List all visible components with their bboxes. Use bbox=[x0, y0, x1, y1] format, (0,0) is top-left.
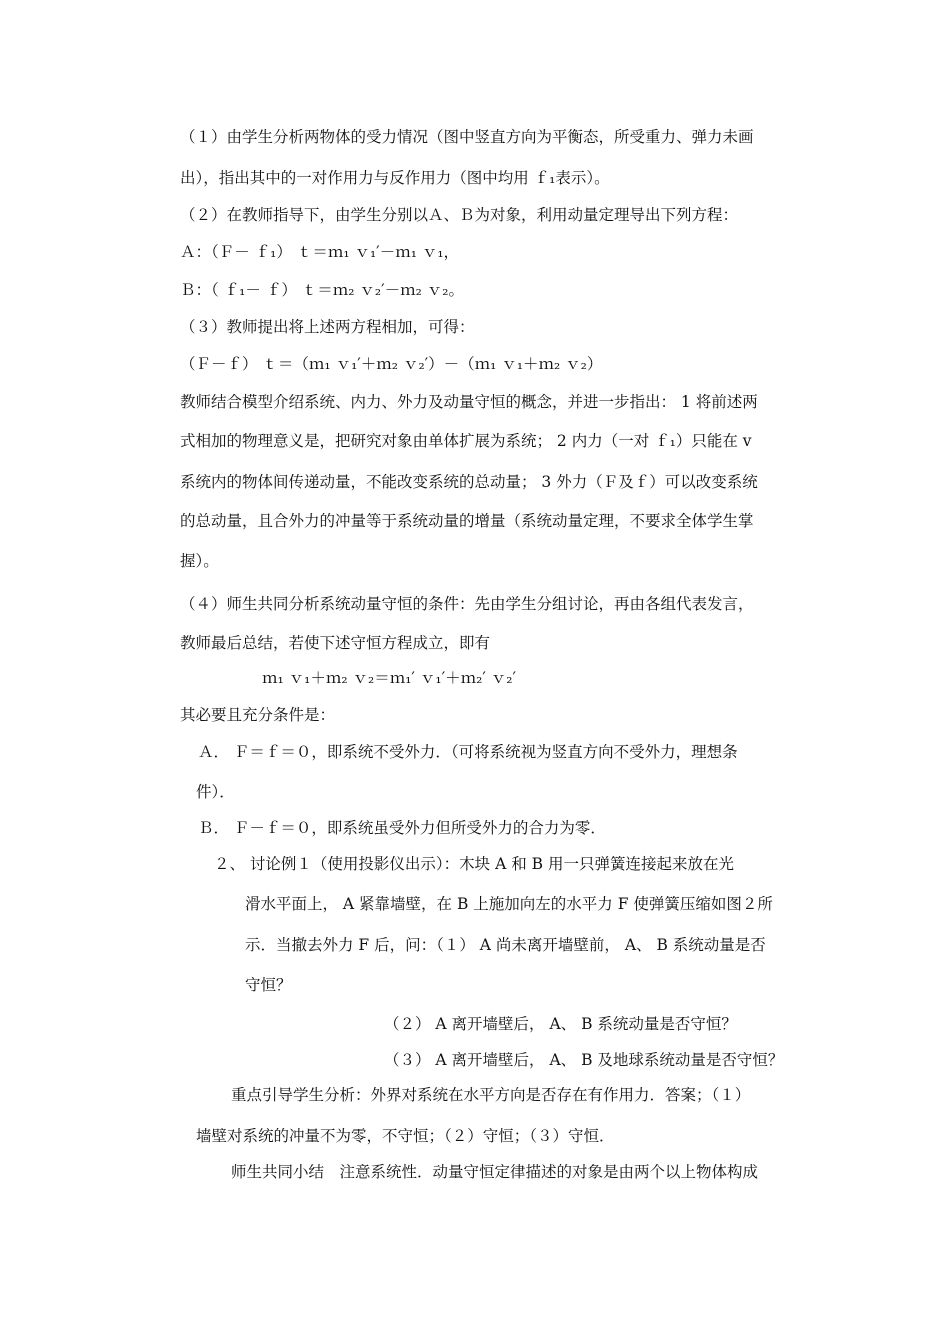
text-line: 墙壁对系统的冲量不为零，不守恒；（２）守恒；（３）守恒． bbox=[196, 1127, 615, 1145]
equation-line: ｍ₁ ｖ₁＋ｍ₂ ｖ₂＝ｍ₁′ ｖ₁′＋ｍ₂′ ｖ₂′ bbox=[262, 669, 516, 687]
equation-line: Ａ：（Ｆ－ ｆ₁） ｔ＝ｍ₁ ｖ₁′－ｍ₁ ｖ₁， bbox=[180, 243, 460, 261]
equation-line: （Ｆ－ｆ） ｔ＝（ｍ₁ ｖ₁′＋ｍ₂ ｖ₂′）－（ｍ₁ ｖ₁＋ｍ₂ ｖ₂） bbox=[180, 355, 603, 373]
text-line: 件）． bbox=[196, 783, 235, 801]
text-line: ２、 讨论例１（使用投影仪出示）：木块 A 和 B 用一只弹簧连接起来放在光 bbox=[214, 855, 734, 873]
text-line: 教师结合模型介绍系统、内力、外力及动量守恒的概念，并进一步指出： 1 将前述两 bbox=[180, 393, 758, 411]
text-line: （３）教师提出将上述两方程相加，可得： bbox=[180, 318, 475, 336]
text-line: 握）。 bbox=[180, 552, 219, 570]
text-line: （２） A 离开墙壁后， A、 B 系统动量是否守恒？ bbox=[384, 1015, 737, 1033]
text-line: Ａ． Ｆ＝ｆ＝０，即系统不受外力．（可将系统视为竖直方向不受外力，理想条 bbox=[198, 743, 738, 761]
text-line: （１）由学生分析两物体的受力情况（图中竖直方向为平衡态，所受重力、弹力未画 bbox=[180, 128, 754, 146]
equation-line: Ｂ：（ ｆ₁－ ｆ） ｔ＝ｍ₂ ｖ₂′－ｍ₂ ｖ₂。 bbox=[180, 281, 464, 299]
text-line: 重点引导学生分析：外界对系统在水平方向是否存在有作用力．答案；（１） bbox=[231, 1086, 751, 1104]
text-line: 守恒？ bbox=[245, 976, 292, 994]
text-line: 教师最后总结，若使下述守恒方程成立，即有 bbox=[180, 634, 491, 652]
text-line: 出），指出其中的一对作用力与反作用力（图中均用 ｆ₁表示）。 bbox=[180, 169, 610, 187]
text-line: 其必要且充分条件是： bbox=[180, 706, 336, 724]
text-line: 系统内的物体间传递动量，不能改变系统的总动量； 3 外力（Ｆ及ｆ）可以改变系统 bbox=[180, 473, 758, 491]
text-line: 式相加的物理意义是，把研究对象由单体扩展为系统； 2 内力（一对 ｆ₁）只能在 v bbox=[180, 432, 752, 450]
text-line: （３） A 离开墙壁后， A、 B 及地球系统动量是否守恒？ bbox=[384, 1051, 784, 1069]
text-line: （４）师生共同分析系统动量守恒的条件：先由学生分组讨论，再由各组代表发言， bbox=[180, 595, 754, 613]
text-line: 师生共同小结 注意系统性．动量守恒定律描述的对象是由两个以上物体构成 bbox=[231, 1163, 759, 1181]
text-line: 的总动量，且合外力的冲量等于系统动量的增量（系统动量定理，不要求全体学生掌 bbox=[180, 512, 754, 530]
text-line: 滑水平面上， A 紧靠墙壁，在 B 上施加向左的水平力 F 使弹簧压缩如图２所 bbox=[245, 895, 773, 913]
text-line: Ｂ． Ｆ－ｆ＝０，即系统虽受外力但所受外力的合力为零． bbox=[198, 819, 606, 837]
text-line: （２）在教师指导下，由学生分别以Ａ、Ｂ为对象，利用动量定理导出下列方程： bbox=[180, 206, 739, 224]
text-line: 示．当撤去外力 F 后，问：（１） A 尚未离开墙壁前， A、 B 系统动量是否 bbox=[245, 936, 766, 954]
